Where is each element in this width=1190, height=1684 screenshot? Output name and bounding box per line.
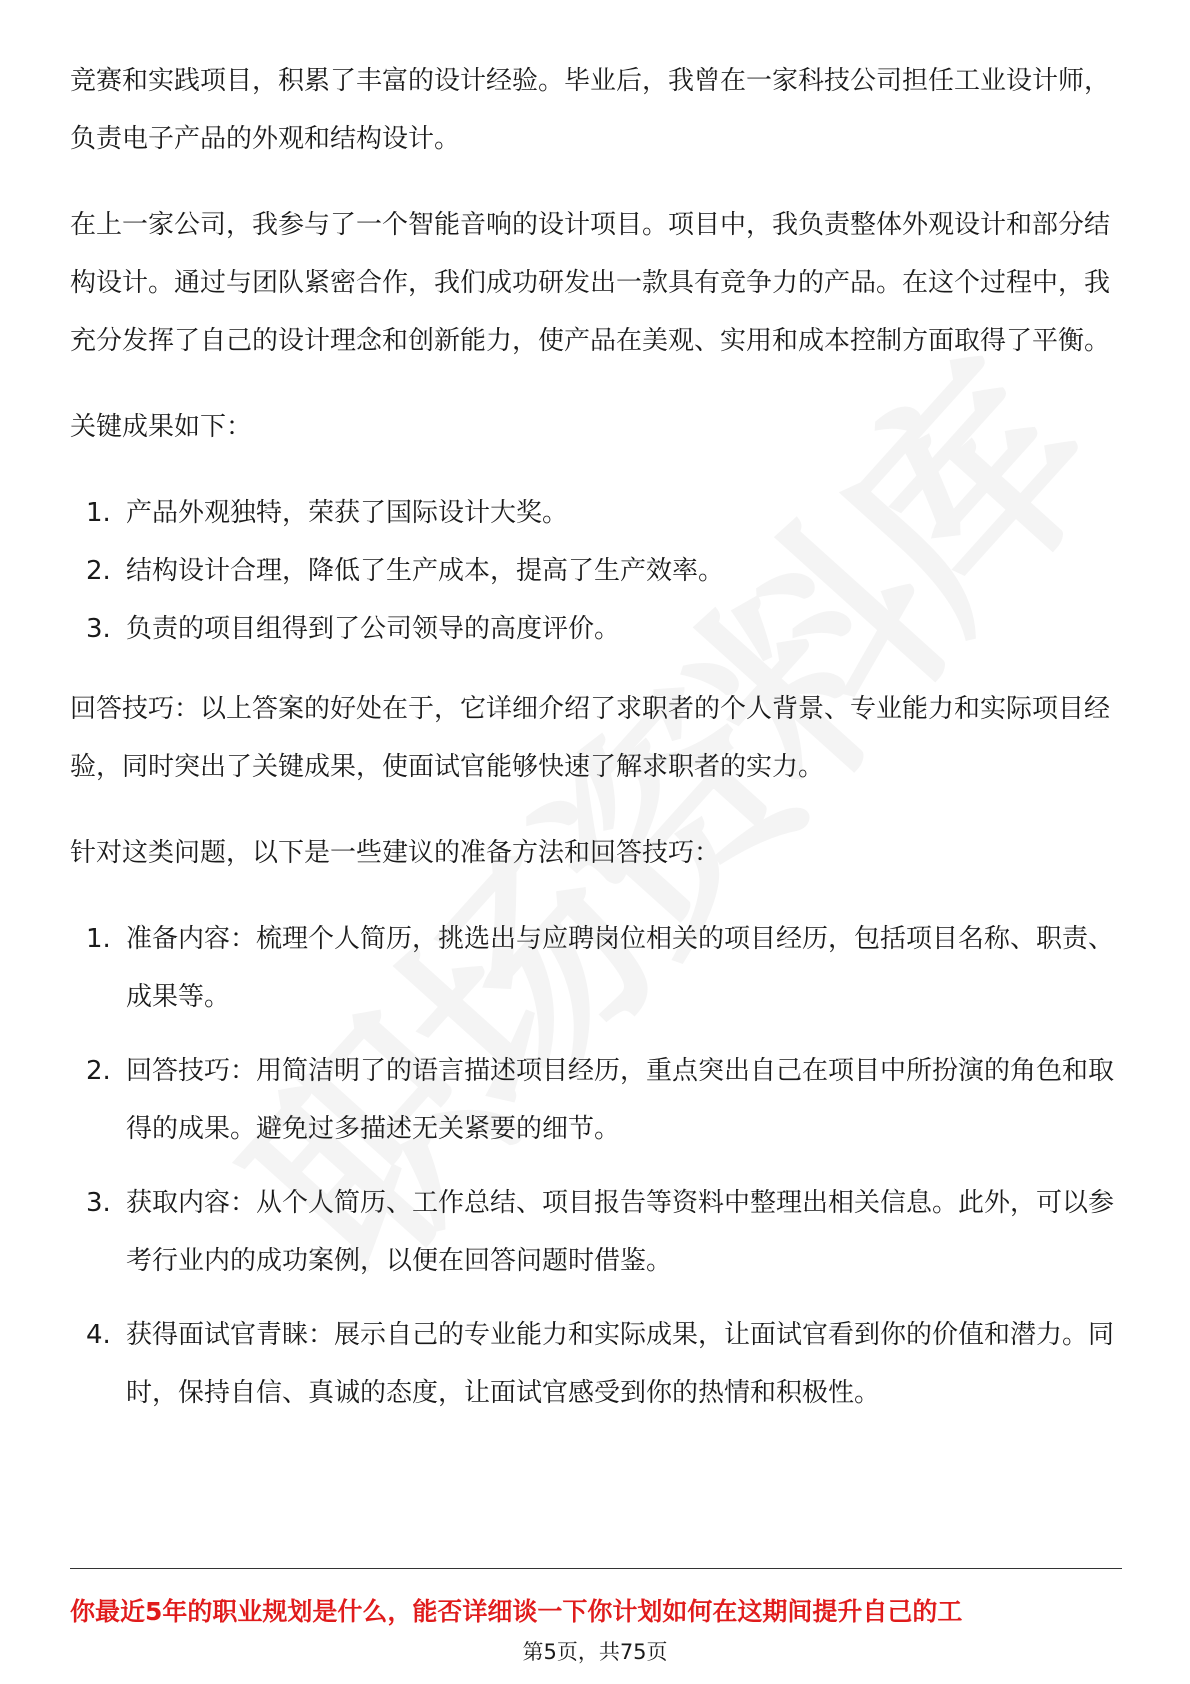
list-item-text: 获取内容：从个人简历、工作总结、项目报告等资料中整理出相关信息。此外，可以参考行业内的成功案例，以便在回答问题时借鉴。 xyxy=(126,1188,1115,1276)
list-item xyxy=(70,484,1130,542)
list-item-text: 获得面试官青睐：展示自己的专业能力和实际成果，让面试官看到你的价值和潜力。同时，保持自信、真诚的态度，让面试官感受到你的热情和积极性。 xyxy=(126,1320,1115,1408)
list-item xyxy=(70,1042,1130,1158)
footer-divider xyxy=(70,1568,1122,1569)
list-number: 2. xyxy=(86,556,111,586)
paragraph-answer-tips: 回答技巧：以上答案的好处在于，它详细介绍了求职者的个人背景、专业能力和实际项目经验，同时突出了关键成果，使面试官能够快速了解求职者的实力。 xyxy=(70,694,1111,782)
list-item xyxy=(70,1306,1130,1422)
list-item-text: 结构设计合理，降低了生产成本，提高了生产效率。 xyxy=(126,556,725,586)
next-question-heading: 你最近5年的职业规划是什么，能否详细谈一下你计划如何在这期间提升自己的工 xyxy=(70,1597,963,1626)
paragraph-intro: 竞赛和实践项目，积累了丰富的设计经验。毕业后，我曾在一家科技公司担任工业设计师，负责电子产品的外观和结构设计。 xyxy=(70,66,1111,154)
list-item-text: 负责的项目组得到了公司领导的高度评价。 xyxy=(126,614,621,644)
list-item-text: 回答技巧：用简洁明了的语言描述项目经历，重点突出自己在项目中所扮演的角色和取得的成果。避免过多描述无关紧要的细节。 xyxy=(126,1056,1115,1144)
advice-list xyxy=(70,910,1130,1422)
paragraph-advice-intro: 针对这类问题，以下是一些建议的准备方法和回答技巧： xyxy=(70,838,721,868)
list-number: 1. xyxy=(86,924,111,954)
list-item xyxy=(70,542,1130,600)
list-item xyxy=(70,600,1130,658)
document-body xyxy=(70,52,1130,1444)
list-number: 1. xyxy=(86,498,111,528)
list-number: 3. xyxy=(86,614,111,644)
list-item-text: 产品外观独特，荣获了国际设计大奖。 xyxy=(126,498,569,528)
page-number: 第5页，共75页 xyxy=(522,1640,668,1664)
list-item-text: 准备内容：梳理个人简历，挑选出与应聘岗位相关的项目经历，包括项目名称、职责、成果等。 xyxy=(126,924,1115,1012)
list-number: 2. xyxy=(86,1056,111,1086)
list-item xyxy=(70,910,1130,1026)
list-number: 3. xyxy=(86,1188,111,1218)
achievements-list xyxy=(70,484,1130,658)
paragraph-project: 在上一家公司，我参与了一个智能音响的设计项目。项目中，我负责整体外观设计和部分结构设计。通过与团队紧密合作，我们成功研发出一款具有竞争力的产品。在这个过程中，我充分发挥了自己的设计理念和创新能力，使产品在美观、实用和成本控制方面取得了平衡。 xyxy=(70,210,1111,356)
list-item xyxy=(70,1174,1130,1290)
list-number: 4. xyxy=(86,1320,111,1350)
paragraph-key-results-heading: 关键成果如下： xyxy=(70,412,253,442)
